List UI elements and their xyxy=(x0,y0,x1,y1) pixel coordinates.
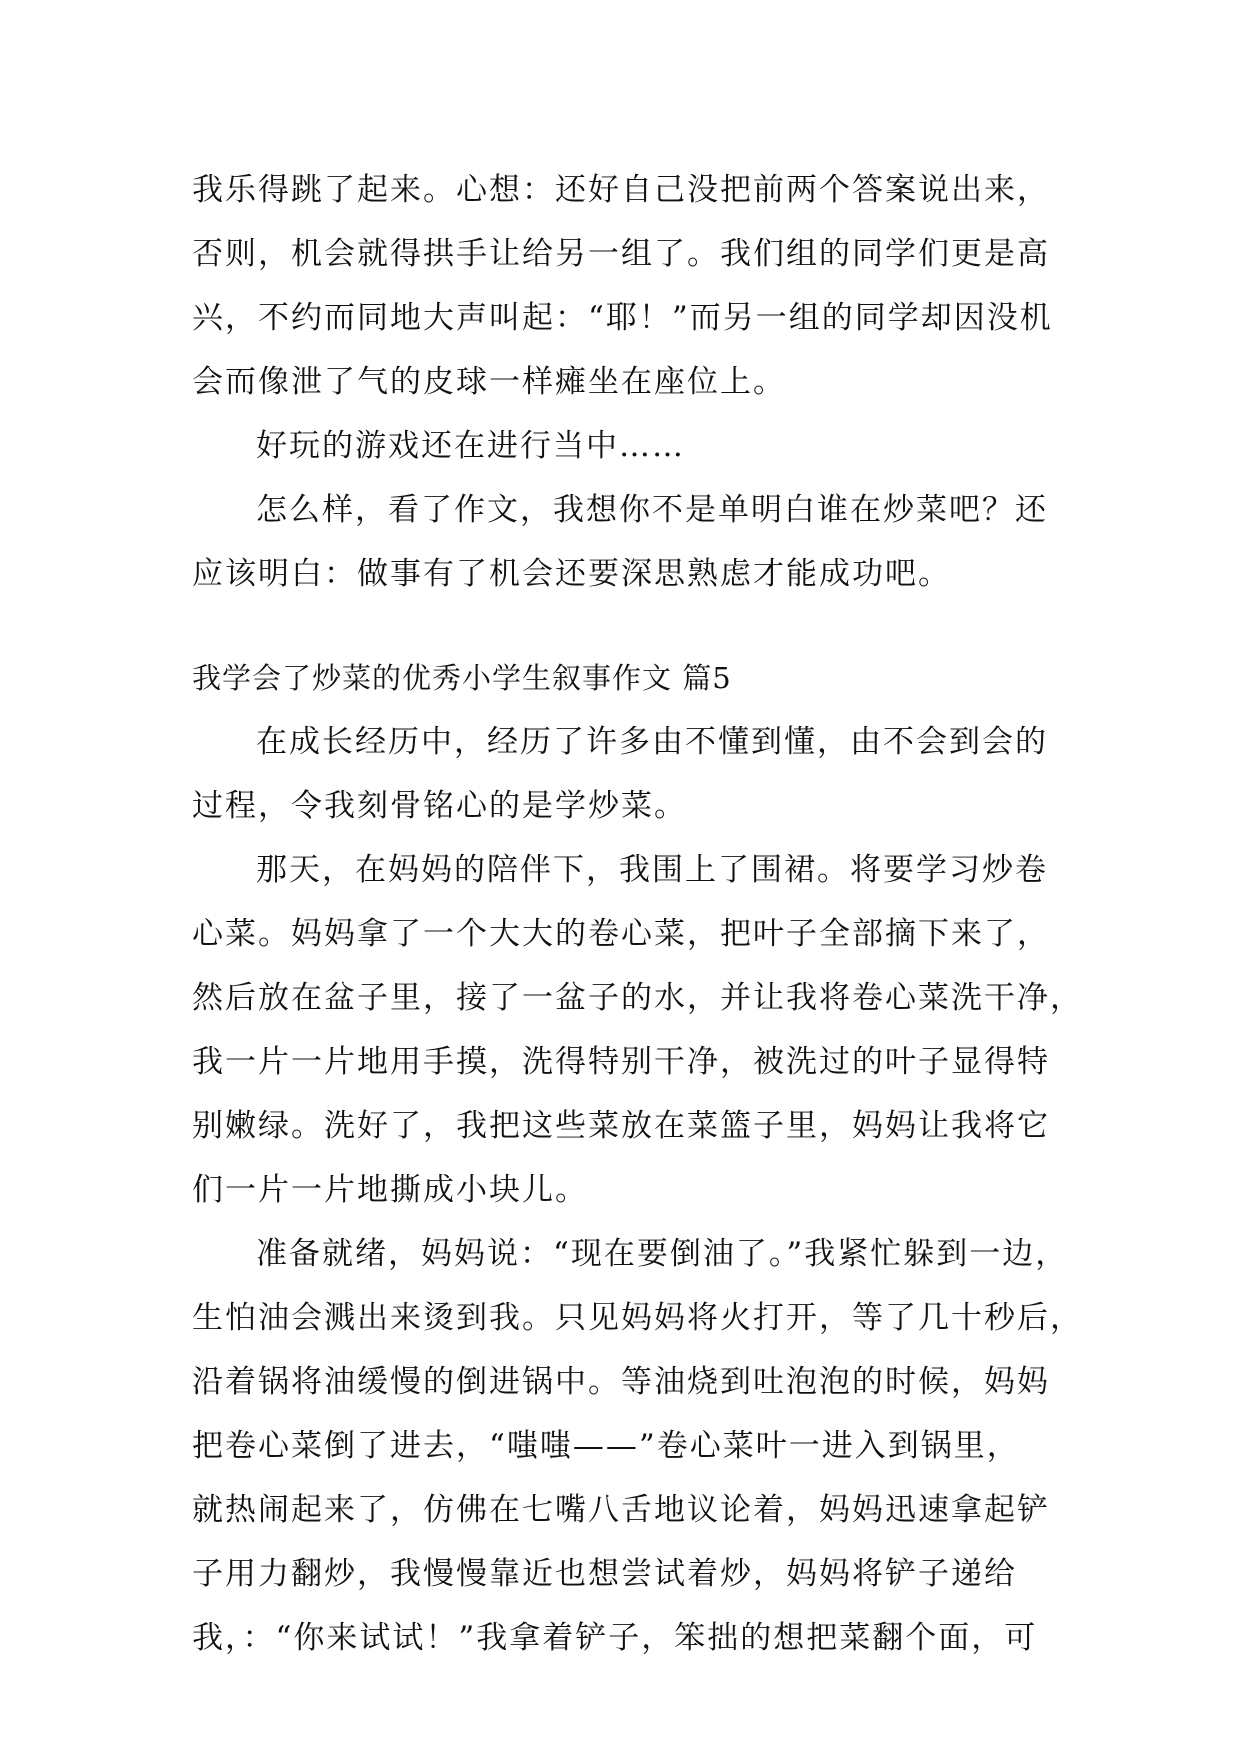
paragraph-4-line-1: 在成长经历中，经历了许多由不懂到懂，由不会到会的 xyxy=(256,724,1048,760)
paragraph-1-line-3: 兴，不约而同地大声叫起：“耶！”而另一组的同学却因没机 xyxy=(192,300,1053,336)
paragraph-6-line-7: 我，：“你来试试！”我拿着铲子，笨拙的想把菜翻个面，可 xyxy=(192,1620,1038,1656)
paragraph-6-line-3: 沿着锅将油缓慢的倒进锅中。等油烧到吐泡泡的时候，妈妈 xyxy=(192,1364,1050,1400)
paragraph-5-line-6: 们一片一片地撕成小块儿。 xyxy=(192,1172,588,1208)
paragraph-5-line-4: 我一片一片地用手摸，洗得特别干净，被洗过的叶子显得特 xyxy=(192,1044,1050,1080)
paragraph-4-line-2: 过程，令我刻骨铭心的是学炒菜。 xyxy=(192,788,687,824)
paragraph-6-line-2: 生怕油会溅出来烫到我。只见妈妈将火打开，等了几十秒后， xyxy=(192,1300,1083,1336)
paragraph-6-line-5: 就热闹起来了，仿佛在七嘴八舌地议论着，妈妈迅速拿起铲 xyxy=(192,1492,1050,1528)
paragraph-5-line-5: 别嫩绿。洗好了，我把这些菜放在菜篮子里，妈妈让我将它 xyxy=(192,1108,1050,1144)
paragraph-6-line-6: 子用力翻炒，我慢慢靠近也想尝试着炒，妈妈将铲子递给 xyxy=(192,1556,1017,1592)
paragraph-1-line-1: 我乐得跳了起来。心想：还好自己没把前两个答案说出来， xyxy=(192,172,1050,208)
section-title: 我学会了炒菜的优秀小学生叙事作文 篇5 xyxy=(192,661,732,695)
paragraph-1-line-2: 否则，机会就得拱手让给另一组了。我们组的同学们更是高 xyxy=(192,236,1050,272)
paragraph-3-line-1: 怎么样，看了作文，我想你不是单明白谁在炒菜吧？还 xyxy=(256,492,1048,528)
paragraph-2-line-1: 好玩的游戏还在进行当中…… xyxy=(256,428,685,464)
paragraph-5-line-2: 心菜。妈妈拿了一个大大的卷心菜，把叶子全部摘下来了， xyxy=(192,916,1050,952)
paragraph-1-line-4: 会而像泄了气的皮球一样瘫坐在座位上。 xyxy=(192,364,786,400)
paragraph-3-line-2: 应该明白：做事有了机会还要深思熟虑才能成功吧。 xyxy=(192,556,951,592)
paragraph-5-line-1: 那天，在妈妈的陪伴下，我围上了围裙。将要学习炒卷 xyxy=(256,852,1048,888)
paragraph-6-line-4: 把卷心菜倒了进去，“嗤嗤——”卷心菜叶一进入到锅里， xyxy=(192,1428,1020,1464)
paragraph-5-line-3: 然后放在盆子里，接了一盆子的水，并让我将卷心菜洗干净， xyxy=(192,980,1083,1016)
paragraph-6-line-1: 准备就绪，妈妈说：“现在要倒油了。”我紧忙躲到一边， xyxy=(256,1236,1069,1272)
